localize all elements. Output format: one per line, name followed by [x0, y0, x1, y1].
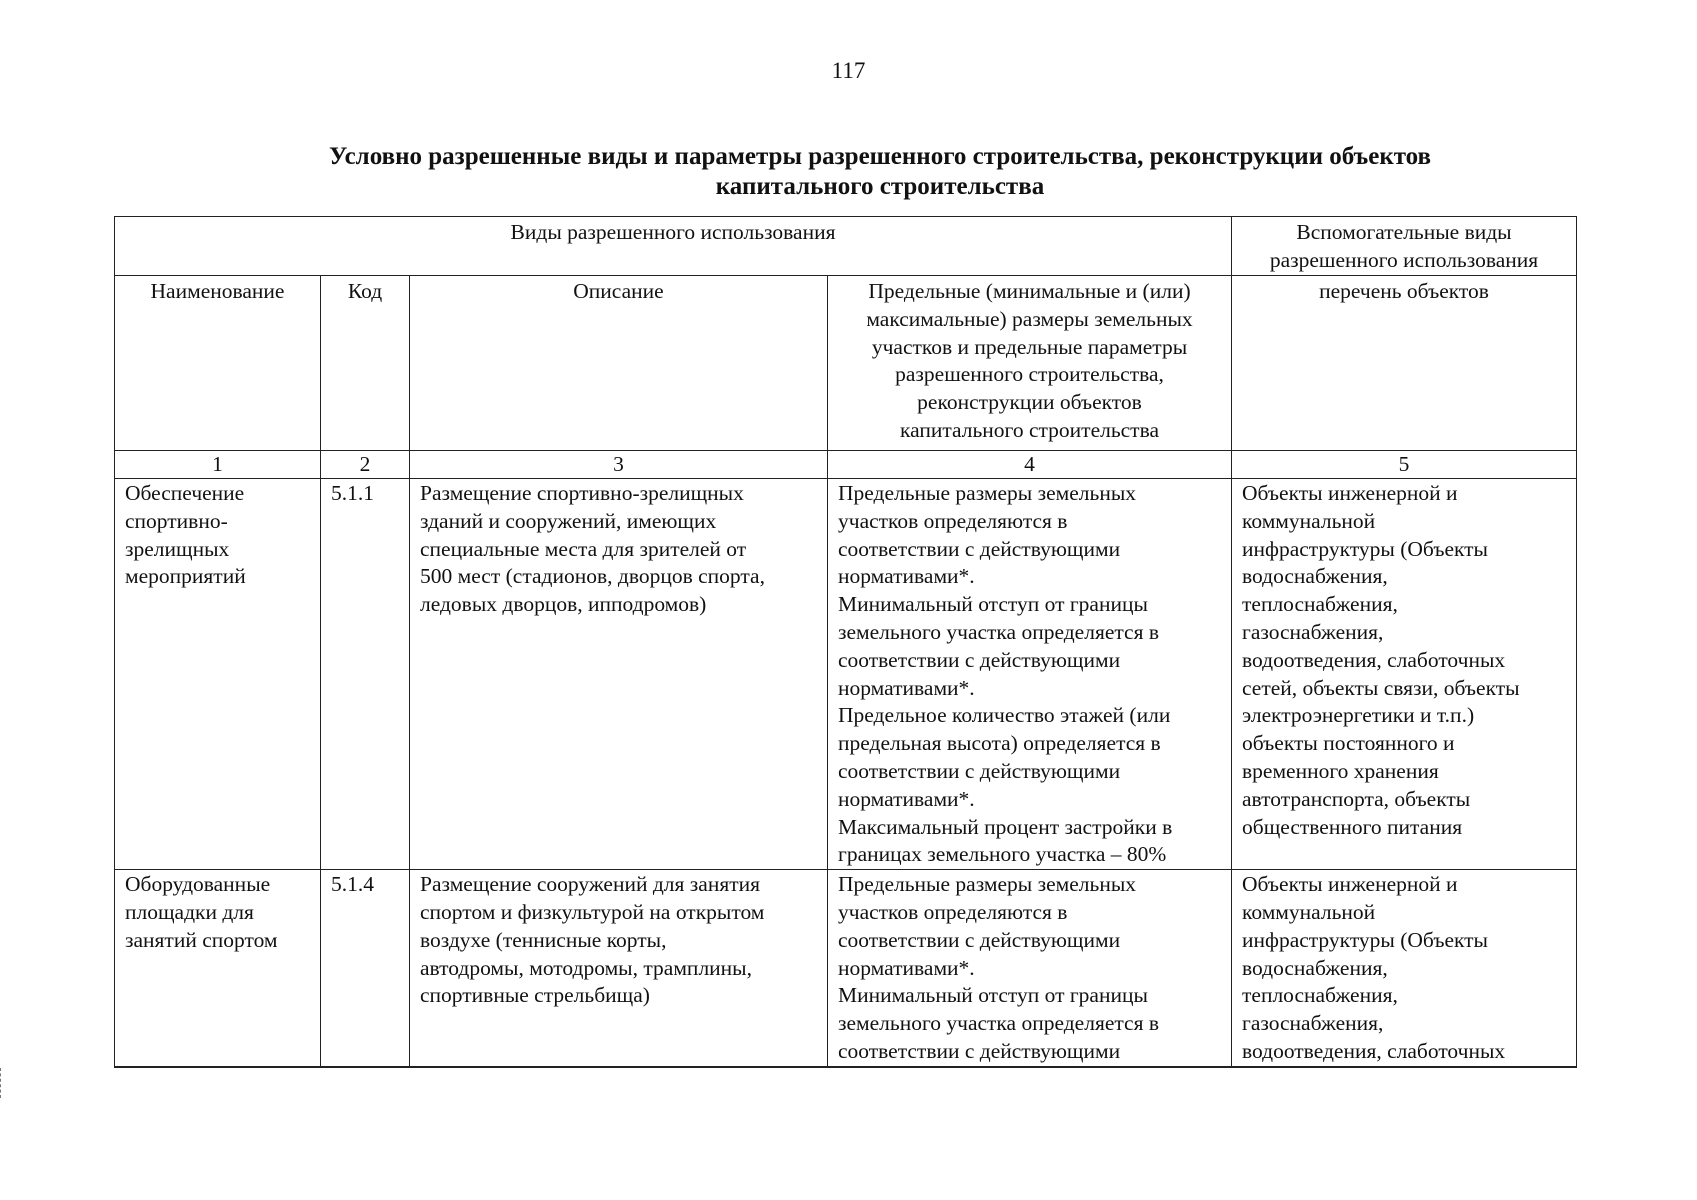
text-line: Объекты инженерной и [1242, 872, 1458, 897]
text-line: Предельное количество этажей (или [838, 703, 1171, 728]
cell-name [115, 479, 321, 870]
text-line: водоотведения, слаботочных [1242, 1038, 1506, 1063]
text-line: максимальные) размеры земельных [866, 306, 1193, 331]
page-title [180, 142, 1580, 202]
text-line: разрешенного использования [1269, 247, 1539, 272]
text-line: специальные места для зрителей от [420, 536, 747, 561]
text-line: водоснабжения, [1242, 955, 1388, 980]
text-line: предельная высота) определяется в [838, 731, 1161, 756]
column-header-code: Код [321, 276, 410, 451]
text-line: Максимальный процент застройки в [838, 814, 1173, 839]
text-line: соответствии с действующими [838, 927, 1121, 952]
column-number: 5 [1232, 451, 1577, 479]
text-line: инфраструктуры (Объекты [1242, 536, 1489, 561]
text-line: нормативами*. [838, 786, 975, 811]
text-line: участков определяются в [838, 508, 1068, 533]
text-line: площадки для [125, 899, 254, 924]
table-row [115, 870, 1577, 1068]
text-line: инфраструктуры (Объекты [1242, 927, 1489, 952]
text-line: газоснабжения, [1242, 619, 1384, 644]
text-line: Предельные размеры земельных [838, 872, 1137, 897]
group-header-uses: Виды разрешенного использования [115, 217, 1232, 276]
text-line: водоотведения, слаботочных [1242, 647, 1506, 672]
text-line: ледовых дворцов, ипподромов) [420, 592, 707, 617]
text-line: газоснабжения, [1242, 1011, 1384, 1036]
column-number: 2 [321, 451, 410, 479]
text-line: нормативами*. [838, 675, 975, 700]
column-number: 1 [115, 451, 321, 479]
text-line: теплоснабжения, [1242, 592, 1398, 617]
cell-description [410, 870, 828, 1068]
text-line: воздухе (теннисные корты, [420, 927, 667, 952]
text-line: автотранспорта, объекты [1242, 786, 1471, 811]
text-line: Предельные (минимальные и (или) [868, 279, 1191, 303]
cell-limits [828, 870, 1232, 1068]
table-row [115, 479, 1577, 870]
title-line: Условно разрешенные виды и параметры разрешенного строительства, реконструкции объектов [328, 143, 1432, 170]
text-line: соответствии с действующими [838, 758, 1121, 783]
text-line: водоснабжения, [1242, 564, 1388, 589]
cell-objects [1232, 479, 1577, 870]
column-number: 3 [410, 451, 828, 479]
text-line: занятий спортом [125, 927, 278, 952]
column-header-objects: перечень объектов [1232, 276, 1577, 451]
text-line: земельного участка определяется в [838, 619, 1159, 644]
text-line: Предельные размеры земельных [838, 481, 1137, 505]
text-line: спортивные стрельбища) [420, 983, 650, 1008]
text-line: зданий и сооружений, имеющих [420, 508, 717, 533]
text-line: Минимальный отступ от границы [838, 592, 1148, 617]
cell-code: 5.1.4 [321, 870, 410, 1068]
text-line: соответствии с действующими [838, 647, 1121, 672]
text-line: нормативами*. [838, 955, 975, 980]
text-line: 500 мест (стадионов, дворцов спорта, [420, 564, 765, 589]
text-line: спортивно- [125, 508, 228, 533]
text-line: соответствии с действующими [838, 536, 1121, 561]
scan-edge-mark [0, 1068, 5, 1098]
cell-limits [828, 479, 1232, 870]
page-number: 117 [831, 58, 866, 83]
text-line: теплоснабжения, [1242, 983, 1398, 1008]
text-line: соответствии с действующими [838, 1038, 1121, 1063]
text-line: коммунальной [1242, 508, 1376, 533]
group-header-row [115, 217, 1577, 276]
text-line: мероприятий [125, 564, 246, 589]
text-line: Размещение спортивно-зрелищных [420, 481, 744, 505]
column-header-name: Наименование [115, 276, 321, 451]
column-number-row [115, 451, 1577, 479]
permitted-uses-table [114, 216, 1577, 1068]
text-line: Минимальный отступ от границы [838, 983, 1148, 1008]
title-line: капитального строительства [715, 173, 1045, 200]
text-line: автодромы, мотодромы, трамплины, [420, 955, 753, 980]
group-header-auxiliary [1232, 217, 1577, 276]
text-line: зрелищных [125, 536, 230, 561]
text-line: Оборудованные [125, 872, 271, 897]
text-line: сетей, объекты связи, объекты [1242, 675, 1520, 700]
column-header-description: Описание [410, 276, 828, 451]
text-line: электроэнергетики и т.п.) [1242, 703, 1475, 728]
column-header-row [115, 276, 1577, 451]
text-line: земельного участка определяется в [838, 1011, 1159, 1036]
text-line: реконструкции объектов [917, 390, 1142, 415]
text-line: общественного питания [1242, 814, 1463, 839]
cell-objects [1232, 870, 1577, 1068]
text-line: Обеспечение [125, 481, 245, 505]
text-line: участков и предельные параметры [871, 334, 1188, 359]
column-header-limits [828, 276, 1232, 451]
text-line: временного хранения [1242, 758, 1439, 783]
cell-code: 5.1.1 [321, 479, 410, 870]
text-line: Размещение сооружений для занятия [420, 872, 761, 897]
text-line: капитального строительства [899, 417, 1159, 442]
text-line: спортом и физкультурой на открытом [420, 899, 765, 924]
text-line: нормативами*. [838, 564, 975, 589]
text-line: границах земельного участка – 80% [838, 842, 1167, 867]
cell-name [115, 870, 321, 1068]
text-line: Вспомогательные виды [1296, 220, 1512, 244]
cell-description [410, 479, 828, 870]
column-number: 4 [828, 451, 1232, 479]
text-line: Объекты инженерной и [1242, 481, 1458, 505]
text-line: разрешенного строительства, [895, 362, 1164, 387]
text-line: объекты постоянного и [1242, 731, 1455, 756]
text-line: коммунальной [1242, 899, 1376, 924]
text-line: участков определяются в [838, 899, 1068, 924]
